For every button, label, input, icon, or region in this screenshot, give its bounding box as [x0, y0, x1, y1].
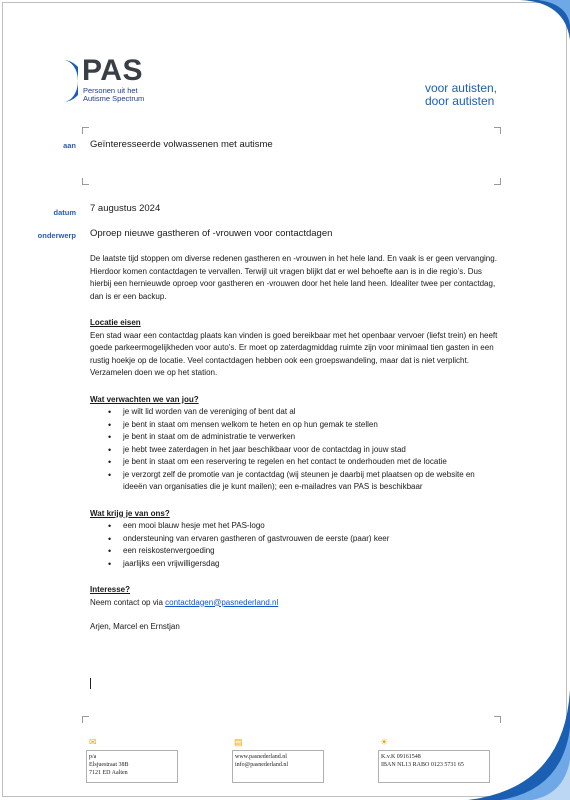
crop-mark-top-left [82, 127, 89, 134]
footer-address-line2: Elsjuestraat 38B [89, 762, 129, 768]
crop-mark-bottom-left [82, 716, 89, 723]
list-item: • je bent in staat om de administratie te verwerken [90, 431, 500, 444]
tagline-line1: voor autisten, [424, 81, 497, 95]
aan-value: Geïnteresseerde volwassenen met autisme [90, 139, 273, 150]
crop-mark-mid-right [494, 178, 501, 185]
crop-mark-mid-left [82, 178, 89, 185]
list-item: • ondersteuning van ervaren gastheren of gastvrouwen de eerste (paar) keer [90, 533, 500, 546]
tagline [425, 82, 497, 108]
list-item: • jaarlijks een vrijwilligersdag [90, 558, 500, 571]
locatie-heading: Locatie eisen [90, 318, 141, 327]
intro-paragraph: De laatste tijd stoppen om diverse redenen gastheren en -vrouwen in het hele land. En vaak is er geen vervanging. Hierdoor komen contactdagen te vervallen. Terwijl uit vragen blijkt dat er wel behoefte aan is in die regio’s. Dus hierbij een hernieuwde oproep voor gastheren en -vrouwen door het hele land heen. Idealiter twee per contactdag, dan is er een backup. [90, 254, 497, 301]
footer-website[interactable]: www.pasnederland.nl [235, 754, 287, 760]
list-item: • je bent in staat om een reservering te regelen en het contact te onderhouden met de locatie [90, 456, 500, 469]
logo-subtitle-line2: Autisme Spectrum [83, 94, 145, 103]
footer-company-box [378, 750, 490, 783]
bottom-right-corner-decoration [460, 690, 570, 800]
footer-address-line1: p/a [89, 754, 97, 760]
krijg-list [90, 520, 500, 570]
list-item: • je wilt lid worden van de vereniging of bent dat al [90, 406, 500, 419]
onderwerp-value: Oproep nieuwe gastheren of -vrouwen voor contactdagen [90, 228, 333, 239]
locatie-paragraph: Een stad waar een contactdag plaats kan vinden is goed bereikbaar met het openbaar vervoer (liefst trein) en heeft goede parkeermogelijkheden voor auto’s. Er moet op zaterdagmiddag ruimte zijn voor minimaal tien gasten in een rustig hoekje op de locatie. Veel contactdagen hebben ook een groepswandeling, maar dat is niet verplicht. Verzamelen doen we op het station. [90, 330, 498, 377]
list-item: • je bent in staat om mensen welkom te heten en op hun gemak te stellen [90, 419, 500, 432]
list-item: • een reiskostenvergoeding [90, 545, 500, 558]
top-right-corner-decoration [480, 0, 570, 90]
footer-kvk: K.v.K 09161548 [381, 754, 421, 760]
tagline-line2: door autisten [424, 94, 495, 108]
list-item: • je verzorgt zelf de promotie van je contactdag (wij steunen je daarbij met plaatsen op de website en ideeën van organisaties die je kunt mailen); een e-mailadres van PAS is beschikbaar [90, 469, 500, 494]
verwachten-heading: Wat verwachten we van jou? [90, 394, 199, 404]
interesse-heading: Interesse? [90, 585, 131, 594]
logo-text: PAS [82, 54, 143, 87]
footer-email[interactable]: info@pasnederland.nl [235, 762, 289, 768]
logo-figure-icon [48, 58, 78, 104]
footer-contact-box [232, 750, 324, 783]
text-cursor [90, 678, 91, 689]
aan-label: aan [63, 141, 76, 150]
verwachten-list [90, 406, 500, 494]
footer-address-line3: 7121 ED Aalten [89, 770, 128, 776]
crop-mark-top-right [494, 127, 501, 134]
crop-mark-bottom-right [494, 716, 501, 723]
krijg-heading: Wat krijg je van ons? [90, 508, 170, 518]
footer-iban: IBAN NL13 RABO 0123 5731 65 [381, 762, 464, 768]
interesse-text: Neem contact op via [90, 597, 166, 607]
letter-body [90, 253, 500, 634]
contact-email-link[interactable]: contactdagen@pasnederland.nl [165, 597, 279, 607]
datum-value: 7 augustus 2024 [90, 203, 161, 214]
logo-subtitle-line1: Personen uit het [83, 86, 138, 95]
pas-logo [48, 54, 168, 108]
sun-icon: ☀ [380, 737, 389, 747]
chat-icon: ▤ [234, 737, 243, 747]
interesse-paragraph [90, 597, 500, 610]
footer-address-box [86, 750, 178, 783]
list-item: • een mooi blauw hesje met het PAS-logo [90, 520, 500, 533]
list-item: • je hebt twee zaterdagen in het jaar beschikbaar voor de contactdag in jouw stad [90, 444, 500, 457]
signature: Arjen, Marcel en Ernstjan [90, 622, 180, 631]
datum-label: datum [53, 208, 76, 217]
onderwerp-label: onderwerp [37, 231, 76, 240]
envelope-icon: ✉ [89, 737, 97, 747]
